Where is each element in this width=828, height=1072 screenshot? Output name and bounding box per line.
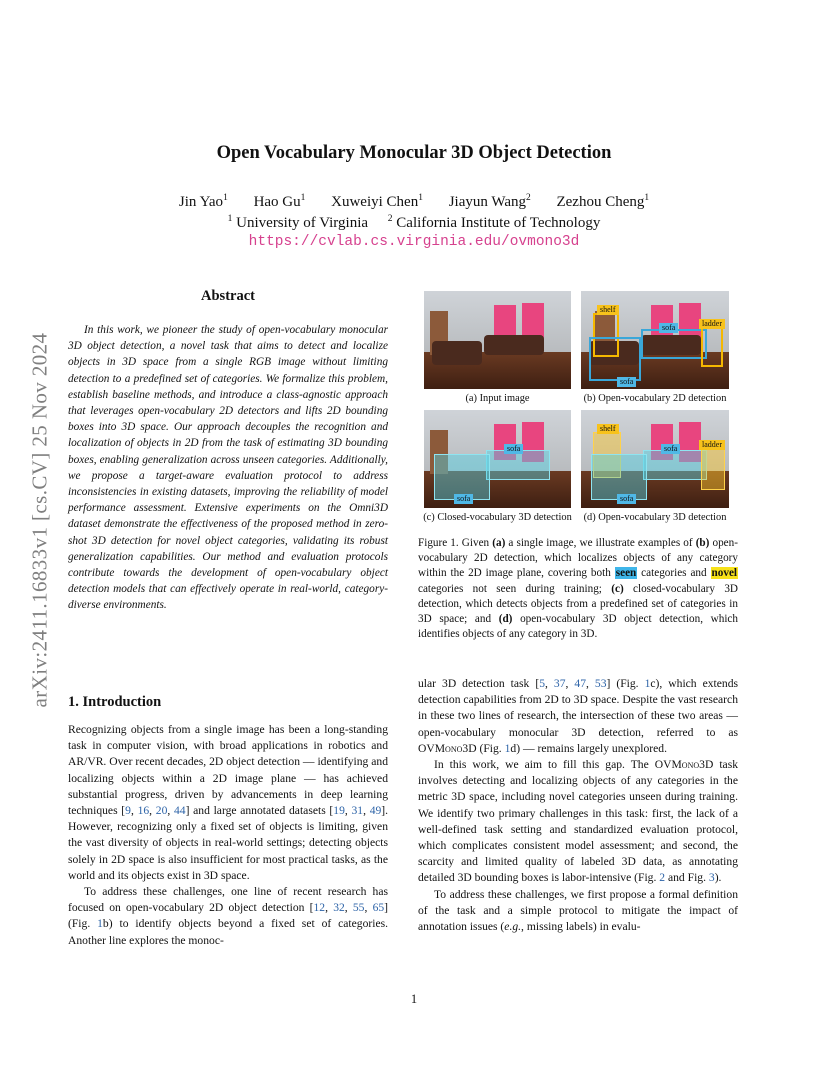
citation-link[interactable]: 44 bbox=[173, 804, 186, 818]
figure-panel-open-vocab-3d bbox=[581, 410, 729, 508]
detection-label: sofa bbox=[617, 494, 636, 504]
subfigure-caption: (d) Open-vocabulary 3D detection bbox=[583, 512, 727, 523]
author: Jin Yao$^1$ bbox=[178, 193, 228, 210]
paragraph: ular 3D detection task [5, 37, 47, 53] (Fig. 1c), which extends detection capabilities from 2D to 3D space. Despite the vast research in these two lines of research, the intersection of these two areas — open-vocabulary monocular 3D detection, referred to as OVMono3D (Fig. 1d) — remains largely unexplored. bbox=[418, 677, 739, 755]
author: Zezhou Cheng$^1$ bbox=[556, 193, 650, 210]
citation-link[interactable]: 49 bbox=[369, 804, 382, 818]
citation-link[interactable]: 20 bbox=[155, 804, 168, 818]
citation-link[interactable]: 47 bbox=[574, 677, 586, 690]
figure-panel-2d-detection bbox=[581, 291, 729, 389]
intro-left-column bbox=[68, 722, 388, 949]
author-list bbox=[0, 193, 828, 211]
subfigure-caption: (c) Closed-vocabulary 3D detection bbox=[423, 512, 572, 523]
citation-link[interactable]: 19 bbox=[333, 804, 345, 818]
subfigure-caption: (a) Input image bbox=[465, 393, 530, 404]
figure-caption: Figure 1. Given (a) a single image, we illustrate examples of (b) open-vocabulary 2D detection, which localizes objects of any category within the 2D image plane, covering both seen categories and novel categories not seen during training; (c) closed-vocabulary 3D detection, which detects objects from a predefined set of categories in 3D space; and (d) open-vocabulary 3D object detection, which identifies objects of any category in 3D. bbox=[418, 537, 738, 641]
affiliation-list bbox=[0, 214, 828, 232]
figure-panel-closed-vocab-3d bbox=[424, 410, 571, 508]
arxiv-stamp-text: arXiv:2411.16833v1 [cs.CV] 25 Nov 2024 bbox=[27, 332, 52, 708]
section-heading-introduction: 1. Introduction bbox=[68, 694, 162, 710]
citation-link[interactable]: 65 bbox=[372, 901, 385, 915]
paper-title: Open Vocabulary Monocular 3D Object Detection bbox=[216, 143, 612, 163]
seen-highlight: seen bbox=[615, 567, 637, 580]
author: Xuweiyi Chen$^1$ bbox=[331, 193, 423, 210]
citation-link[interactable]: 5 bbox=[539, 677, 545, 690]
figure-ref-link[interactable]: 3 bbox=[708, 871, 715, 885]
figure-panel-input-image bbox=[424, 291, 571, 389]
detection-label: sofa bbox=[661, 444, 680, 454]
page-number: 1 bbox=[410, 992, 418, 1006]
paragraph: To address these challenges, we first propose a formal definition of the task and a simple protocol to mitigate the impact of annotation issues (e.g., missing labels) in evalu- bbox=[418, 887, 738, 934]
arxiv-side-stamp bbox=[20, 280, 60, 760]
detection-label: sofa bbox=[617, 377, 636, 387]
citation-link[interactable]: 53 bbox=[594, 677, 607, 690]
paragraph: To address these challenges, one line of recent research has focused on open-vocabulary 2D object detection [12, 32, 55, 65] (Fig. 1b) to identify objects beyond a fixed set of categories. Another line explores the monoc- bbox=[68, 885, 389, 947]
citation-link[interactable]: 16 bbox=[137, 804, 150, 818]
figure-ref-link[interactable]: 2 bbox=[659, 871, 666, 885]
figure-ref-link[interactable]: 1 bbox=[97, 917, 103, 931]
intro-right-column bbox=[418, 676, 738, 935]
citation-link[interactable]: 12 bbox=[313, 901, 326, 915]
detection-label: ladder bbox=[699, 319, 725, 329]
citation-link[interactable]: 32 bbox=[333, 901, 345, 915]
detection-label: shelf bbox=[597, 305, 619, 315]
citation-link[interactable]: 55 bbox=[352, 901, 365, 915]
project-url-link[interactable]: https://cvlab.cs.virginia.edu/ovmono3d bbox=[248, 234, 580, 250]
paragraph: In this work, we aim to fill this gap. The OVMono3D task involves detecting and localizing objects of any categories in the metric 3D space, including novel categories unseen during training. We identify two primary challenges in this task: first, the lack of a well-defined task setting and standardized evaluation protocol, which complicates consistent model assessment; and second, the scarcity and limited quality of labeled 3D data, as annotating detailed 3D bounding boxes is labor-intensive (Fig. 2 and Fig. 3). bbox=[418, 758, 738, 885]
detection-label: sofa bbox=[659, 323, 678, 333]
author: Jiayun Wang$^2$ bbox=[448, 193, 531, 210]
figure-ref-link[interactable]: 1 bbox=[644, 677, 651, 690]
detection-label: ladder bbox=[699, 440, 725, 450]
affiliation: $^2$ California Institute of Technology bbox=[387, 214, 601, 231]
citation-link[interactable]: 9 bbox=[125, 804, 131, 818]
citation-link[interactable]: 31 bbox=[351, 804, 364, 818]
affiliation: $^1$ University of Virginia bbox=[227, 214, 369, 231]
novel-highlight: novel bbox=[711, 567, 738, 580]
detection-label: shelf bbox=[597, 424, 619, 434]
subfigure-caption: (b) Open-vocabulary 2D detection bbox=[583, 393, 727, 404]
abstract-text: In this work, we pioneer the study of open-vocabulary monocular 3D object detection, a novel task that aims to detect and localize objects in 3D space from a single RGB image without limiting detection to a predefined set of categories. We formalize this problem, establish baseline methods, and introduce a class-agnostic approach that leverages open-vocabulary 2D detectors and lifts 2D bounding boxes into 3D space. Our approach decouples the recognition and localization of objects in 2D from the task of estimating 3D bounding boxes, enabling generalization across unseen categories. Additionally, we propose a target-aware evaluation protocol to address inconsistencies in existing datasets, improving the reliability of model performance assessment. Extensive experiments on the Omni3D dataset demonstrate the effectiveness of the proposed method in zero-shot 3D detection for novel object categories, validating its robust generalization capabilities. Our method and evaluation protocols contribute towards the development of open-vocabulary object detection models that can effectively operate in real-world, category-diverse environments. bbox=[68, 324, 388, 612]
author: Hao Gu$^1$ bbox=[253, 193, 306, 210]
citation-link[interactable]: 37 bbox=[553, 677, 566, 690]
abstract-heading: Abstract bbox=[201, 288, 255, 304]
figure-ref-link[interactable]: 1 bbox=[504, 741, 511, 755]
paragraph: Recognizing objects from a single image has been a long-standing task in computer vision, with broad applications in robotics and AR/VR. Over recent decades, 2D object detection — identifying and localizing objects within a 2D image plane — has achieved substantial progress, driven by advancements in deep learning techniques [9, 16, 20, 44] and large annotated datasets [19, 31, 49]. However, recognizing only a fixed set of objects is limiting, given the vast diversity of objects in real-world settings; detecting objects solely in 2D space is also insufficient for most practical tasks, as the world and its objects exist in 3D space. bbox=[68, 723, 389, 882]
detection-label: sofa bbox=[504, 444, 523, 454]
detection-label: sofa bbox=[454, 494, 473, 504]
